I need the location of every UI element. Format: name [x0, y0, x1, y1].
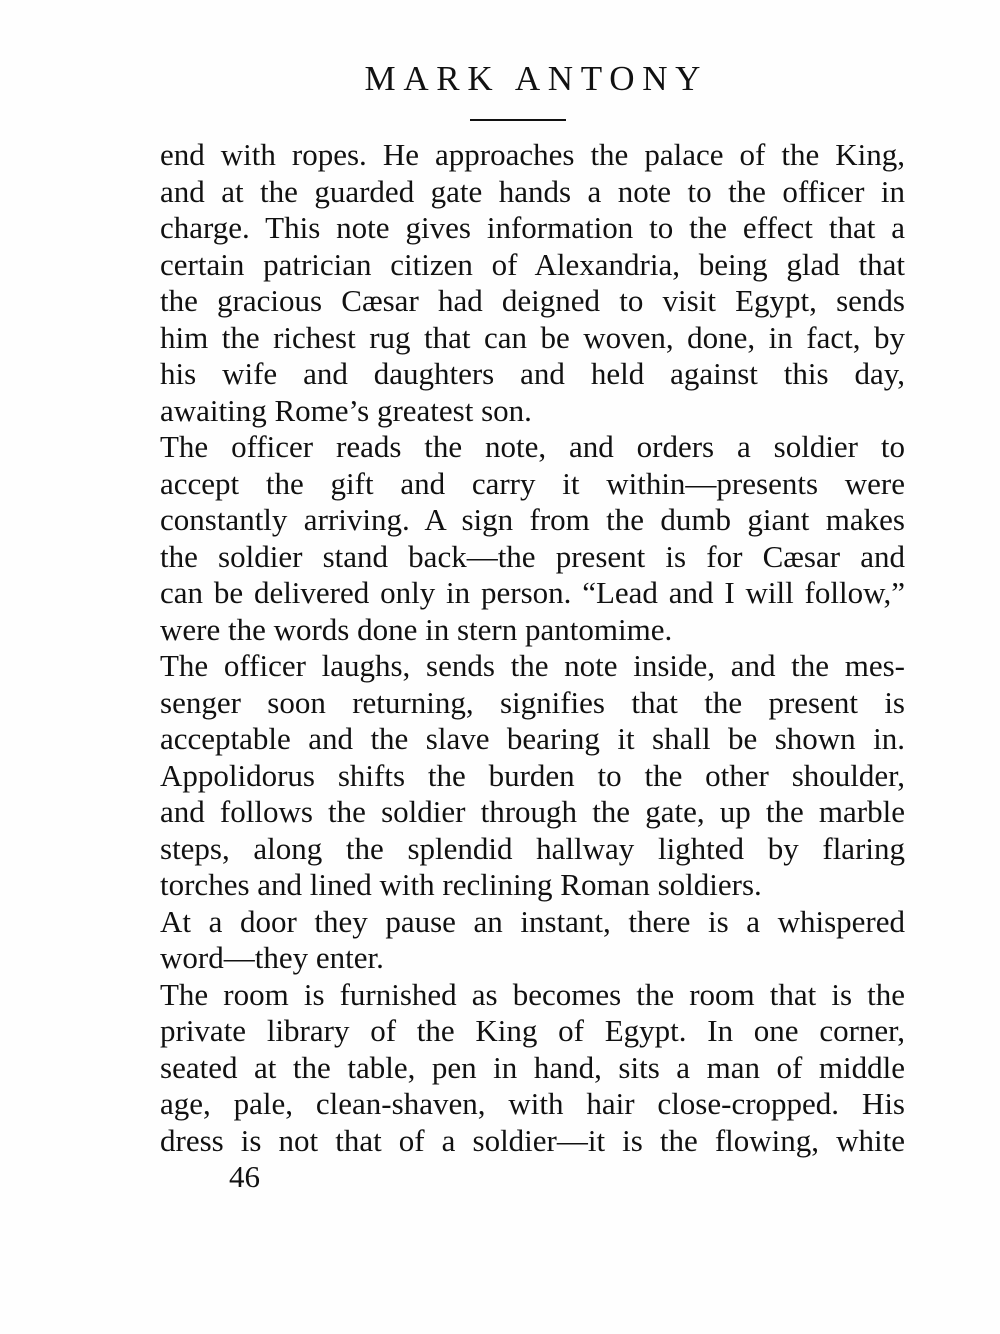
text-line: end with ropes. He approaches the palace of the King,: [160, 137, 905, 172]
text-line: senger soon returning, signifies that the present is: [160, 684, 905, 720]
text-line: and follows the soldier through the gate, up the marble: [160, 794, 905, 829]
body-text: [160, 137, 905, 1159]
text-line: seated at the table, pen in hand, sits a man of middle: [160, 1049, 905, 1085]
text-line: private library of the King of Egypt. In one corner,: [160, 1013, 905, 1048]
text-line: dress is not that of a soldier—it is the flowing, white: [160, 1122, 905, 1158]
page-number: 46: [229, 1159, 260, 1194]
text-line: The officer laughs, sends the note inside, and the mes-: [160, 648, 905, 683]
running-head-title: MARK ANTONY: [364, 59, 709, 98]
running-head: [160, 59, 905, 99]
paragraph: [160, 977, 905, 1160]
text-line: steps, along the splendid hallway lighted by flaring: [160, 830, 905, 866]
paragraph: [160, 648, 905, 904]
text-line: word—they enter.: [160, 940, 384, 975]
text-line: At a door they pause an instant, there is a whispered: [160, 903, 905, 939]
paragraph: [160, 137, 905, 429]
text-line: and at the guarded gate hands a note to the officer in: [160, 173, 905, 209]
text-line: charge. This note gives information to the effect that a: [160, 210, 905, 245]
paragraph: [160, 904, 905, 977]
paragraph: [160, 429, 905, 648]
text-line: his wife and daughters and held against this day,: [160, 356, 905, 391]
text-line: can be delivered only in person. “Lead and I will follow,”: [160, 575, 905, 610]
text-line: certain patrician citizen of Alexandria, being glad that: [160, 246, 905, 282]
text-line: him the richest rug that can be woven, done, in fact, by: [160, 319, 905, 355]
text-line: age, pale, clean-shaven, with hair close-cropped. His: [160, 1086, 905, 1121]
text-line: The officer reads the note, and orders a soldier to: [160, 429, 905, 464]
text-line: Appolidorus shifts the burden to the other shoulder,: [160, 757, 905, 793]
text-line: awaiting Rome’s greatest son.: [160, 392, 532, 428]
text-line: torches and lined with reclining Roman soldiers.: [160, 867, 762, 902]
text-line: acceptable and the slave bearing it shall be shown in.: [160, 721, 905, 756]
text-line: accept the gift and carry it within—presents were: [160, 465, 905, 501]
text-line: constantly arriving. A sign from the dumb giant makes: [160, 502, 905, 537]
head-rule: [470, 119, 566, 121]
text-line: the soldier stand back—the present is for Cæsar and: [160, 538, 905, 574]
text-line: were the words done in stern pantomime.: [160, 611, 673, 647]
text-line: The room is furnished as becomes the room that is the: [160, 976, 905, 1012]
text-line: the gracious Cæsar had deigned to visit Egypt, sends: [160, 283, 905, 318]
